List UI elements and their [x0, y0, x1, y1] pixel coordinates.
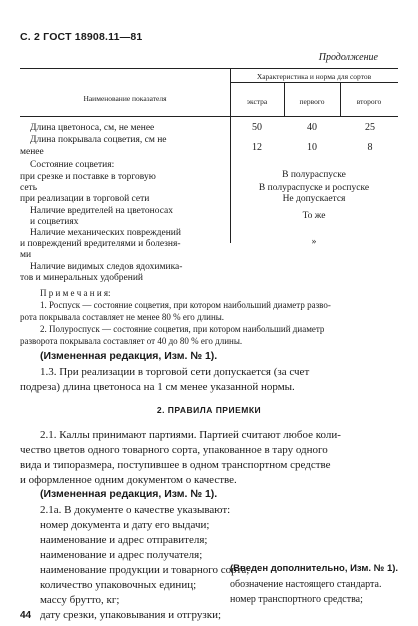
column-header-grade: первого [299, 97, 325, 106]
table-header-rule [20, 116, 398, 117]
table-row-label: тов и минеральных удобрений [20, 273, 143, 283]
paragraph-line: вида и типоразмера, поступившее в одном транспортном средстве [20, 459, 331, 471]
table-row-label: сеть [20, 183, 38, 193]
column-header-group: Характеристика и норма для сортов [256, 72, 372, 81]
note-line: разворота покрывала составляет от 40 до 80 % его длины. [20, 336, 243, 346]
table-cell: 50 [252, 122, 262, 133]
column-header-grade: экстра [246, 97, 268, 106]
paragraph-line: 1.3. При реализации в торговой сети допускается (за счет [40, 366, 310, 378]
paragraph-line: 2.1а. В документе о качестве указывают: [40, 504, 231, 516]
table-cell: 25 [365, 122, 375, 133]
table-row-label: Состояние соцветия: [30, 160, 115, 170]
table-row-label: и соцветиях [30, 217, 79, 227]
note-line: 2. Полуроспуск — состояние соцветия, при котором наибольший диаметр [40, 324, 325, 334]
amendment-note: (Измененная редакция, Изм. № 1). [40, 488, 218, 500]
table-group-rule [230, 82, 398, 83]
table-cell-merged: » [311, 237, 317, 247]
table-cell: 12 [252, 142, 262, 153]
table-row-label: Наличие видимых следов ядохимика- [30, 262, 183, 272]
table-top-rule [20, 68, 398, 69]
amendment-note: (Введен дополнительно, Изм. № 1). [230, 563, 399, 574]
list-item: номер транспортного средства; [230, 594, 363, 605]
table-row-label: Наличие вредителей на цветоносах [30, 206, 174, 216]
section-title: 2. ПРАВИЛА ПРИЕМКИ [156, 405, 262, 415]
note-line: 1. Роспуск — состояние соцветия, при котором наибольший диаметр разво- [40, 300, 331, 310]
table-row-label: Наличие механических повреждений [30, 228, 181, 238]
table-row-label: менее [20, 147, 44, 157]
column-header-name: Наименование показателя [83, 94, 167, 103]
table-row-label: Длина цветоноса, см, не менее [30, 123, 155, 133]
table-cell: 8 [367, 142, 373, 153]
notes-title: П р и м е ч а н и я: [40, 288, 111, 298]
list-item: номер документа и дату его выдачи; [40, 519, 210, 531]
list-item: дату срезки, упаковывания и отгрузки; [40, 609, 222, 621]
list-item: наименование продукции и товарного сорта; [40, 564, 250, 576]
table-row-label: и повреждений вредителями и болезня- [20, 239, 181, 249]
table-row-label: Длина покрывала соцветия, см не [30, 135, 167, 145]
table-cell-merged: В полураспуске и роспуске [258, 183, 370, 193]
page-header: С. 2 ГОСТ 18908.11—81 [20, 31, 143, 43]
note-line: рота покрывала составляет не менее 80 % его длины. [20, 312, 225, 322]
paragraph-line: и оформленное одним документом о качестве. [20, 474, 237, 486]
page-number: 44 [20, 610, 32, 621]
amendment-note: (Измененная редакция, Изм. № 1). [40, 350, 218, 362]
table-row-label: при реализации в торговой сети [20, 194, 150, 204]
list-item: количество упаковочных единиц; [40, 579, 197, 591]
table-cell-merged: То же [302, 211, 326, 221]
table-cell: 40 [307, 122, 317, 133]
list-item: массу брутто, кг; [40, 594, 120, 606]
table-cell: 10 [307, 142, 317, 153]
table-cell-merged: Не допускается [282, 194, 346, 204]
table-row-label: ми [20, 250, 32, 260]
list-item: обозначение настоящего стандарта. [230, 579, 382, 590]
paragraph-line: подреза) длина цветоноса на 1 см менее указанной нормы. [20, 381, 295, 393]
continued-label: Продолжение [318, 52, 378, 63]
table-cell-merged: В полураспуске [282, 170, 346, 180]
column-header-grade: второго [356, 97, 382, 106]
paragraph-line: 2.1. Каллы принимают партиями. Партией считают любое коли- [40, 429, 341, 441]
table-row-label: при срезке и поставке в торговую [20, 172, 156, 182]
paragraph-line: чество цветов одного товарного сорта, упакованное в тару одного [20, 444, 328, 456]
list-item: наименование и адрес получателя; [40, 549, 203, 561]
list-item: наименование и адрес отправителя; [40, 534, 208, 546]
